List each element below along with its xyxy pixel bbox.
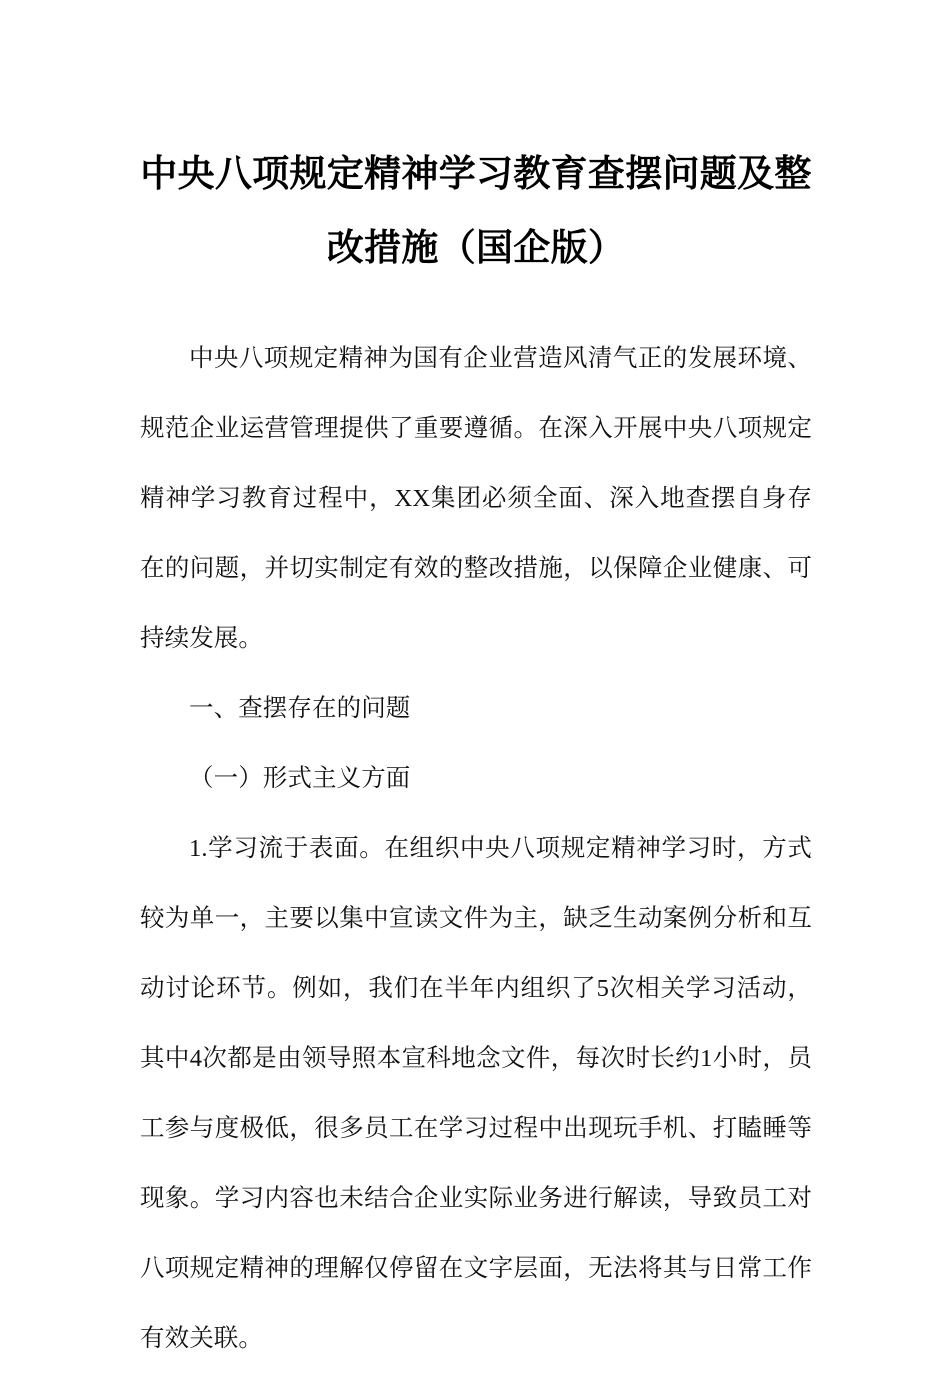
title-body-spacer [140,286,812,324]
page-title [140,0,812,286]
intro-paragraph: 中央八项规定精神为国有企业营造风清气正的发展环境、规范企业运营管理提供了重要遵循。在深入开展中央八项规定精神学习教育过程中，XX集团必须全面、深入地查摆自身存在的问题，并切实制定有效的整改措施，以保障企业健康、可持续发展。 [140,345,812,652]
page-title-line-1: 中央八项规定精神学习教育查摆问题及整 [140,154,812,195]
item-1-paragraph: 1.学习流于表面。在组织中央八项规定精神学习时，方式较为单一，主要以集中宣读文件为主，缺乏生动案例分析和互动讨论环节。例如，我们在半年内组织了5次相关学习活动，其中4次都是由领导照本宣科地念文件，每次时长约1小时，员工参与度极低，很多员工在学习过程中出现玩手机、打瞌睡等现象。学习内容也未结合企业实际业务进行解读，导致员工对八项规定精神的理解仅停留在文字层面，无法将其与日常工作有效关联。 [140,835,812,1352]
document-content-column [140,0,812,1374]
subsection-heading-1-1: （一）形式主义方面 [189,765,411,792]
page-title-line-2: 改措施（国企版） [326,228,626,269]
section-heading-1: 一、查摆存在的问题 [189,695,411,722]
